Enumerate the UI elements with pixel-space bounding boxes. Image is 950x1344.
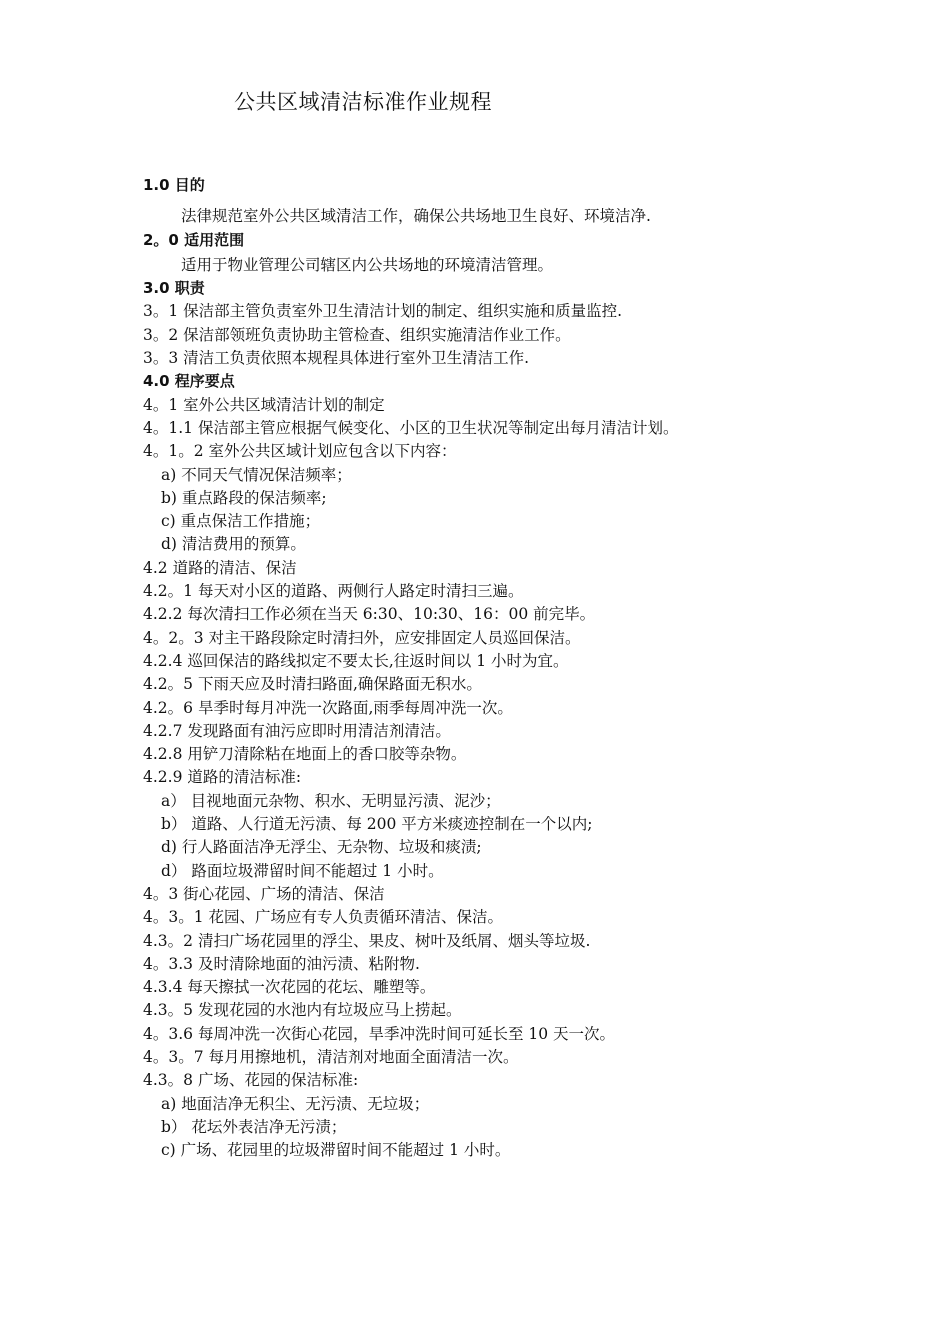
garden-line: 4。3 街心花园、广场的清洁、保洁 (143, 884, 385, 903)
garden-line: 4.3。5 发现花园的水池内有垃圾应马上捞起。 (143, 1001, 462, 1020)
road-line: 4.2.9 道路的清洁标准: (143, 768, 302, 787)
garden-line: 4.3。2 清扫广场花园里的浮尘、果皮、树叶及纸屑、烟头等垃圾. (143, 931, 591, 950)
garden-line: 4.3。8 广场、花园的保洁标准: (143, 1071, 359, 1090)
procedure-line: 4。1.1 保洁部主管应根据气候变化、小区的卫生状况等制定出每月清洁计划。 (143, 418, 679, 437)
plan-list-item: b) 重点路段的保洁频率; (161, 488, 327, 507)
section-text-scope: 适用于物业管理公司辖区内公共场地的环境清洁管理。 (181, 255, 554, 274)
garden-standard-item: b） 花坛外表洁净无污渍； (161, 1117, 347, 1136)
procedure-line: 4。1 室外公共区域清洁计划的制定 (143, 395, 385, 414)
duty-item: 3。1 保洁部主管负责室外卫生清洁计划的制定、组织实施和质量监控. (143, 302, 623, 321)
road-line: 4.2.7 发现路面有油污应即时用清洁剂清洁。 (143, 721, 451, 740)
section-heading-scope: 2。0 适用范围 (143, 230, 245, 249)
garden-line: 4.3.4 每天擦拭一次花园的花坛、雕塑等。 (143, 978, 436, 997)
road-standard-item: b） 道路、人行道无污渍、每 200 平方米痰迹控制在一个以内; (161, 815, 593, 834)
road-standard-item: d） 路面垃圾滞留时间不能超过 1 小时。 (161, 861, 444, 880)
section-text-purpose: 法律规范室外公共区域清洁工作，确保公共场地卫生良好、环境洁净. (181, 207, 651, 226)
road-standard-item: d) 行人路面洁净无浮尘、无杂物、垃圾和痰渍; (161, 838, 482, 857)
road-line: 4.2。5 下雨天应及时清扫路面,确保路面无积水。 (143, 675, 482, 694)
plan-list-item: c) 重点保洁工作措施； (161, 512, 321, 531)
duty-item: 3。3 清洁工负责依照本规程具体进行室外卫生清洁工作. (143, 349, 530, 368)
document-title: 公共区域清洁标准作业规程 (234, 90, 492, 114)
road-line: 4.2。6 旱季时每月冲洗一次路面,雨季每周冲洗一次。 (143, 698, 513, 717)
duty-item: 3。2 保洁部领班负责协助主管检查、组织实施清洁作业工作。 (143, 325, 571, 344)
garden-line: 4。3。1 花园、广场应有专人负责循环清洁、保洁。 (143, 908, 504, 927)
garden-line: 4。3.3 及时清除地面的油污渍、粘附物. (143, 954, 420, 973)
document-body (143, 174, 923, 1162)
section-heading-procedure: 4.0 程序要点 (143, 372, 235, 391)
road-line: 4.2.8 用铲刀清除粘在地面上的香口胶等杂物。 (143, 745, 467, 764)
section-heading-duties: 3.0 职责 (143, 279, 205, 298)
section-heading-purpose: 1.0 目的 (143, 176, 205, 194)
garden-line: 4。3。7 每月用擦地机，清洁剂对地面全面清洁一次。 (143, 1047, 519, 1066)
road-line: 4.2。1 每天对小区的道路、两侧行人路定时清扫三遍。 (143, 582, 524, 601)
garden-standard-item: a) 地面洁净无积尘、无污渍、无垃圾； (161, 1094, 430, 1113)
plan-list-item: a) 不同天气情况保洁频率； (161, 465, 352, 484)
garden-standard-item: c) 广场、花园里的垃圾滞留时间不能超过 1 小时。 (161, 1141, 511, 1160)
road-line: 4.2.4 巡回保洁的路线拟定不要太长,往返时间以 1 小时为宜。 (143, 651, 569, 670)
road-line: 4.2 道路的清洁、保洁 (143, 558, 297, 577)
plan-list-item: d) 清洁费用的预算。 (161, 535, 306, 554)
road-standard-item: a） 目视地面元杂物、积水、无明显污渍、泥沙； (161, 791, 501, 810)
garden-line: 4。3.6 每周冲洗一次街心花园，旱季冲洗时间可延长至 10 天一次。 (143, 1024, 616, 1043)
road-line: 4。2。3 对主干路段除定时清扫外，应安排固定人员巡回保洁。 (143, 628, 581, 647)
road-line: 4.2.2 每次清扫工作必须在当天 6:30、10:30、16：00 前完毕。 (143, 605, 596, 624)
procedure-line: 4。1。2 室外公共区域计划应包含以下内容： (143, 442, 457, 461)
